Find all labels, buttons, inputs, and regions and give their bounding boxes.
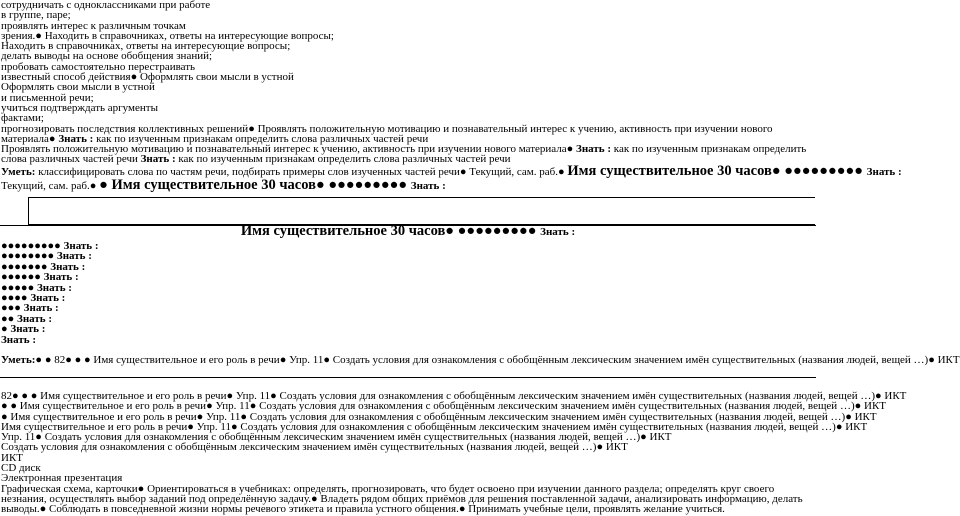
text-line: зрения.● Находить в справочниках, ответы на интересующие вопросы; <box>1 29 334 42</box>
bold-label: Уметь: <box>1 166 39 178</box>
skills-block-2 <box>0 177 816 193</box>
text-line: Оформлять свои мысли в устной <box>1 81 155 94</box>
text-paragraph <box>0 144 816 165</box>
text-line: Упр. 11● Создать условия для ознакомления с обобщённым лексическим значением имён существительных (названия людей, вещей …)● ИКТ <box>1 431 672 444</box>
bold-label: Знать : <box>58 132 94 145</box>
text-span: как по изученным признакам определить слова различных частей речи <box>175 153 511 166</box>
text-line: в группе, паре; <box>1 9 71 22</box>
bottom-block <box>0 390 907 516</box>
text-line: 82● ● ● Имя существительное и его роль в речи● Упр. 11● Создать условия для ознакомления с обобщённым лексическим значением имён существительных (названия людей, вещей …)● ИКТ <box>1 390 907 402</box>
text-line: Электронная презентация <box>1 472 123 485</box>
text-line: пробовать самостоятельно перестраивать <box>1 60 196 73</box>
bullet-line: ● Знать : <box>1 323 46 336</box>
text-paragraph: Графическая схема, карточки● Ориентироваться в учебниках: определять, прогнозировать, что будет освоено при изучении данного раздела; определять круг своего незнания, осуществлять выбор заданий под определённую задачу.● Владеть рядом общих приёмов для решения поставленной задачи, анализировать информацию, делать выводы.● Соблюдать в повседневной жизни нормы речевого этикета и правила устного общения.● Принимать учебные цели, проявлять желание учиться. <box>1 482 803 516</box>
text-line: Имя существительное и его роль в речи● Упр. 11● Создать условия для ознакомления с обобщённым лексическим значением имён существительных (названия людей, вещей …)● ИКТ <box>1 420 868 433</box>
bold-label: Знать : <box>866 166 902 178</box>
text-line: проявлять интерес к различным точкам <box>1 19 186 32</box>
heading-tail: Знать : <box>540 226 576 238</box>
heading-inline: Имя существительное 30 часов● ●●●●●●●●● <box>567 163 867 179</box>
bold-label: Знать : <box>140 153 176 166</box>
bullet-list <box>0 241 816 345</box>
text-line: CD диск <box>1 462 41 475</box>
heading-inline: ● Имя существительное 30 часов● ●●●●●●●●● <box>99 177 411 193</box>
bullet-line: ●●● Знать : <box>1 302 59 315</box>
text-span: Проявлять положительную мотивацию и познавательный интерес к учению, активность при изучении нового материала● <box>1 143 577 156</box>
bullet-line: Знать : <box>1 333 36 346</box>
text-line: ● ● Имя существительное и его роль в речи● Упр. 11● Создать условия для ознакомления с обобщённым лексическим значением имён существительных (названия людей, вещей …)● ИКТ <box>1 400 886 413</box>
bullet-line: ●●●●●●●● Знать : <box>1 250 92 263</box>
bold-label: Знать : <box>410 180 446 192</box>
skills-line <box>0 163 902 179</box>
text-paragraph <box>0 124 816 145</box>
skills-line <box>0 354 960 366</box>
skills-row <box>0 354 960 366</box>
heading-text: Имя существительное 30 часов● ●●●●●●●●● <box>240 223 541 239</box>
skills-block <box>0 163 902 179</box>
divider <box>0 377 816 378</box>
bold-label: Знать : <box>576 143 612 156</box>
text-line: Находить в справочниках, ответы на интересующие вопросы; <box>1 40 291 53</box>
text-line: сотрудничать с одноклассниками при работе <box>1 0 211 11</box>
text-span: как по изученным признакам определить слова различных частей речи <box>1 143 807 166</box>
text-span: Текущий, сам. раб.● <box>1 180 100 192</box>
bullet-line: ●●●●●●● Знать : <box>1 260 86 273</box>
text-line: ● Имя существительное и его роль в речи● Упр. 11● Создать условия для ознакомления с обобщённым лексическим значением имён существительных (названия людей, вещей …)● ИКТ <box>1 410 877 423</box>
text-line: учиться подтверждать аргументы <box>1 101 158 114</box>
bullet-line: ●●●●● Знать : <box>1 281 72 294</box>
bullet-line: ●●●● Знать : <box>1 291 66 304</box>
text-span: прогнозировать последствия коллективных решений● Проявлять положительную мотивацию и познавательный интерес к учению, активность при изучении нового материала● <box>1 122 773 145</box>
bold-label: Уметь:● <box>1 354 45 366</box>
text-span: классифицировать слова по частям речи, подбирать примеры слов изученных частей речи● Текущий, сам. раб.● <box>38 166 568 178</box>
text-line: и письменной речи; <box>1 91 94 104</box>
empty-table-cell <box>28 197 815 225</box>
text-line: ИКТ <box>1 451 23 464</box>
bullet-line: ●●●●●●●●● Знать : <box>1 240 99 252</box>
bullet-line: ●●●●●● Знать : <box>1 271 79 284</box>
text-line: фактами; <box>1 112 44 125</box>
bullet-line: ●● Знать : <box>1 312 53 325</box>
section-heading <box>0 223 816 239</box>
text-line: делать выводы на основе обобщения знаний; <box>1 50 213 63</box>
text-line: Создать условия для ознакомления с обобщённым лексическим значением имён существительных (названия людей, вещей …)● ИКТ <box>1 441 628 454</box>
text-line: известный способ действия● Оформлять свои мысли в устной <box>1 71 294 84</box>
text-span: ● 82● ● ● Имя существительное и его роль в речи● Упр. 11● Создать условия для ознакомления с обобщённым лексическим значением имён существительных (названия людей, вещей …)● ИКТ <box>44 354 960 366</box>
skills-line <box>0 177 816 193</box>
text-span: как по изученным признакам определить слова различных частей речи <box>93 132 429 145</box>
top-block <box>0 0 816 165</box>
